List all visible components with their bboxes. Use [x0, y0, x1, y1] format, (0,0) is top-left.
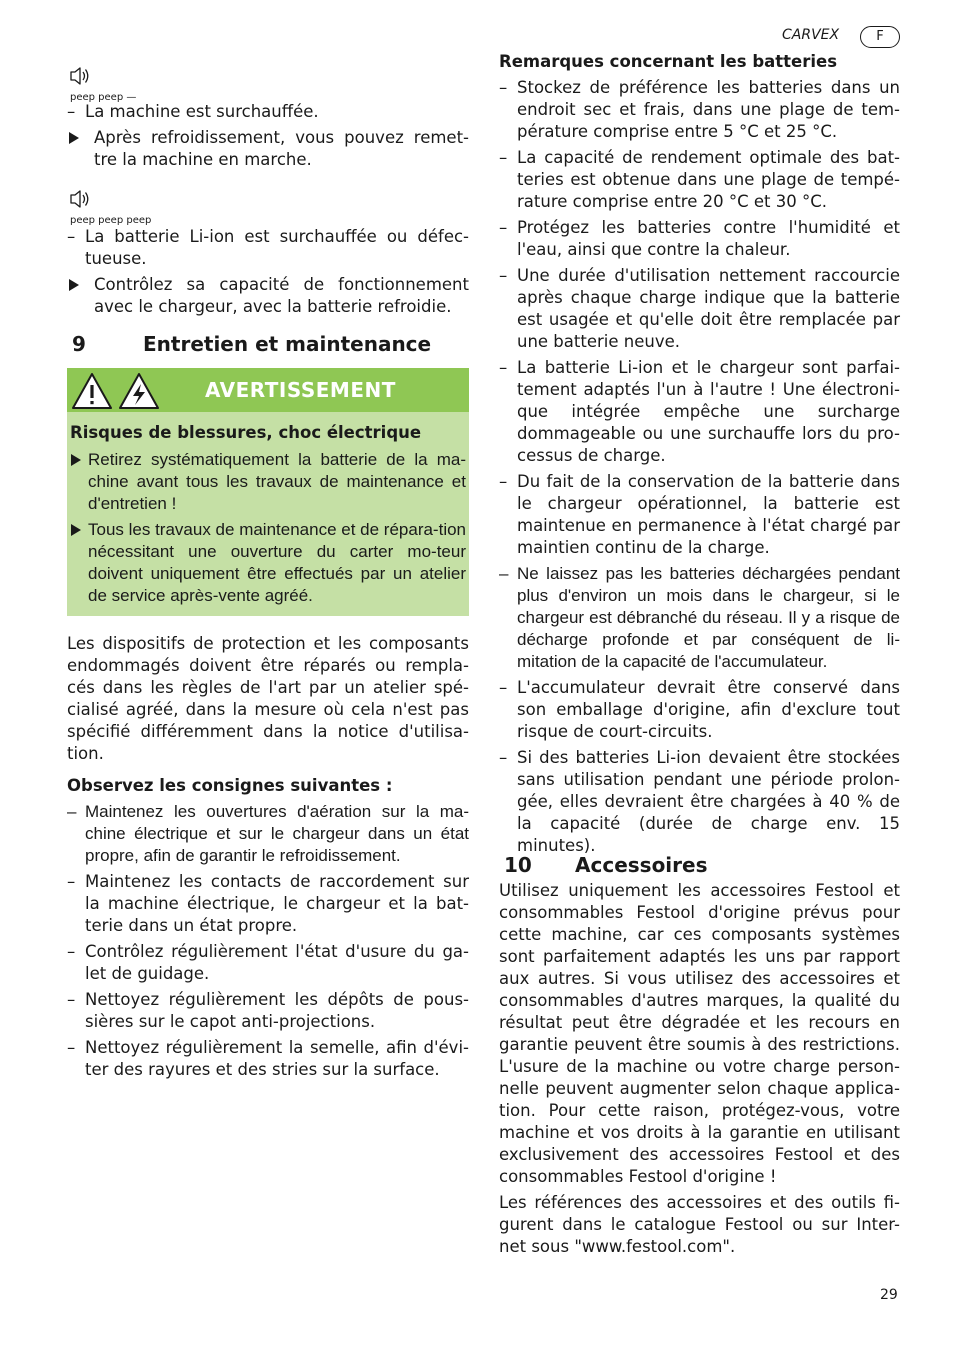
battery-note: – Du fait de la conservation de la batterie dans le chargeur opérationnel, la batterie est maintenue en permanence à l'état chargé par maintien continu de la charge.	[499, 471, 900, 559]
warning-item: Tous les travaux de maintenance et de répara-tion nécessitant une ouverture du carter mo-teur doivent uniquement être effectués par un atelier de service après-vente agréé.	[70, 519, 466, 607]
warning-icons	[71, 371, 161, 411]
battery-note: – Protégez les batteries contre l'humidité et l'eau, ainsi que contre la chaleur.	[499, 217, 900, 261]
battery-note: – Stockez de préférence les batteries dans un endroit sec et frais, dans une plage de tem-pérature comprise entre 5 °C et 25 °C.	[499, 77, 900, 143]
instruction-item: – Maintenez les ouvertures d'aération sur la ma-chine électrique et sur le chargeur dans un état propre, afin de garantir le refroidissement.	[67, 801, 469, 867]
instruction-item: – Nettoyez régulièrement la semelle, afin d'évi-ter des rayures et des stries sur la surface.	[67, 1037, 469, 1081]
batteries-title: Remarques concernant les batteries	[499, 52, 838, 71]
warning-item: Retirez systématiquement la batterie de la ma-chine avant tous les travaux de maintenance et d'entretien !	[70, 449, 466, 515]
instruction-item: – Contrôlez régulièrement l'état d'usure du ga-let de guidage.	[67, 941, 469, 985]
signal-cause-2: – La batterie Li-ion est surchauffée ou défec-tueuse.	[67, 226, 469, 270]
page-number: 29	[880, 1287, 898, 1303]
electric-shock-icon	[120, 374, 158, 408]
section-9-heading	[72, 332, 431, 356]
warning-label: AVERTISSEMENT	[205, 378, 396, 402]
accessories-paragraph: Utilisez uniquement les accessoires Festool et consommables Festool d'origine prévus pour cette machine, car ces composants systèmes sont parfaitement adaptés les uns par rapport aux autres. Si vous utilisez des accessoires et consommables d'autres marques, la qualité du résultat peut être dégradée et les recours en garantie peuvent être soumis à des restrictions. L'usure de la machine ou votre charge person-nelle peuvent augmenter selon chaque applica-tion. Pour cette raison, protégez-vous, votre machine et vos droits à la garantie en utilisant exclusivement des accessoires Festool et des consommables Festool d'origine !	[499, 881, 900, 1186]
battery-note: – La capacité de rendement optimale des bat-teries est obtenue dans une plage de tempé-rature comprise entre 20 °C et 30 °C.	[499, 147, 900, 213]
battery-note: – La batterie Li-ion et le chargeur sont parfai-tement adaptés l'un à l'autre ! Une électroni-que intégrée empêche une surcharge dommageable ou une surchauffe lors du pro-cessus de charge.	[499, 357, 900, 467]
section-title: Entretien et maintenance	[143, 332, 432, 356]
battery-note: – L'accumulateur devrait être conservé dans son emballage d'origine, afin d'exclure tout risque de court-circuits.	[499, 677, 900, 743]
signal-action-1: Après refroidissement, vous pouvez remet-tre la machine en marche.	[67, 127, 469, 171]
warning-triangle-icon	[73, 374, 111, 408]
speaker-icon	[69, 188, 93, 210]
speaker-icon	[69, 65, 93, 87]
section-title: Accessoires	[575, 853, 708, 877]
section-number: 9	[72, 332, 86, 356]
section-10-heading	[504, 853, 708, 877]
signal-pattern-1: peep peep —	[70, 92, 137, 103]
battery-note: – Si des batteries Li-ion devaient être stockées sans utilisation pendant une période prolon-gée, elles devraient être chargées à 40 % de la capacité (durée de charge env. 15 minutes).	[499, 747, 900, 857]
section-number: 10	[504, 853, 532, 877]
section-9-intro: Les dispositifs de protection et les composants endommagés doivent être réparés ou rempla-cés dans les règles de l'art par un atelier spé-cialisé agréé, dans la mesure où cela n'est pas spécifié différemment dans la notice d'utilisa-tion.	[67, 634, 469, 763]
signal-pattern-2: peep peep peep	[70, 215, 152, 226]
warning-box	[67, 368, 469, 616]
warning-header	[67, 368, 469, 412]
instruction-item: – Nettoyez régulièrement les dépôts de pous-sières sur le capot anti-projections.	[67, 989, 469, 1033]
header-brand: CARVEX	[782, 27, 840, 43]
instructions-title: Observez les consignes suivantes :	[67, 776, 393, 795]
language-badge: F	[860, 26, 900, 48]
accessories-references: Les références des accessoires et des outils fi-gurent dans le catalogue Festool ou sur Inter-net sous "www.festool.com".	[499, 1193, 900, 1256]
battery-note: – Ne laissez pas les batteries déchargées pendant plus d'environ un mois dans le chargeur, si le chargeur est débranché du réseau. Il y a risque de décharge profonde et par conséquent de li-mitation de la capacité de l'accumulateur.	[499, 563, 900, 673]
instruction-item: – Maintenez les contacts de raccordement sur la machine électrique, le chargeur et la bat-terie dans un état propre.	[67, 871, 469, 937]
warning-subtitle: Risques de blessures, choc électrique	[70, 423, 422, 442]
signal-action-2: Contrôlez sa capacité de fonctionnement avec le chargeur, avec la batterie refroidie.	[67, 274, 469, 318]
battery-note: – Une durée d'utilisation nettement raccourcie après chaque charge indique que la batterie est usagée et qu'elle doit être remplacée par une batterie neuve.	[499, 265, 900, 353]
signal-cause-1: – La machine est surchauffée.	[67, 101, 469, 123]
